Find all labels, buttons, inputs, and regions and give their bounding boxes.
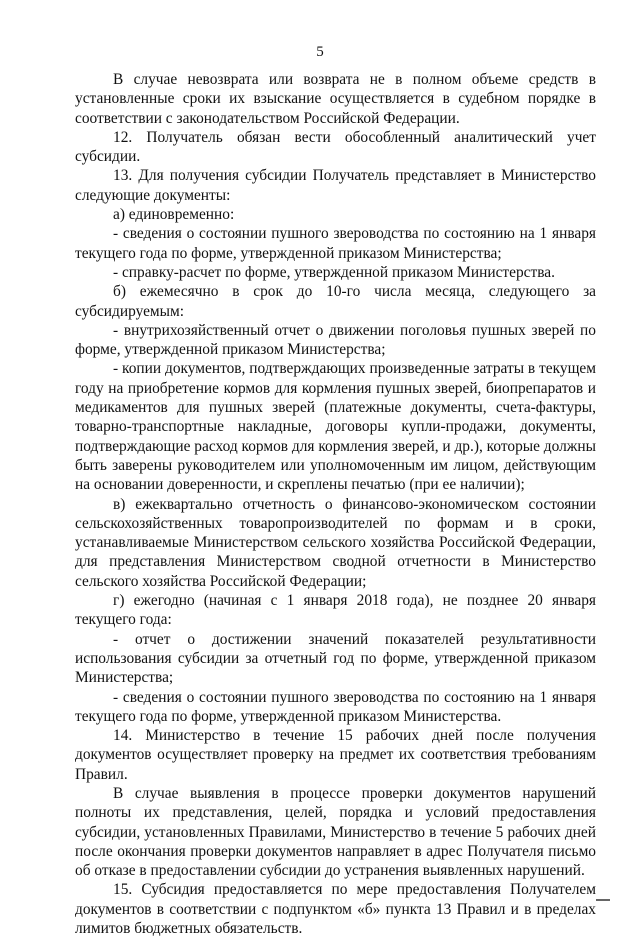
paragraph: - отчет о достижении значений показателей результативности использования субсидии за отчетный год по форме, утвержденной приказом Министерства; xyxy=(75,630,596,687)
paragraph: б) ежемесячно в срок до 10-го числа месяца, следующего за субсидируемым: xyxy=(75,283,596,320)
paragraph: 14. Министерство в течение 15 рабочих дней после получения документов осуществляет проверку на предмет их соответствия требованиям Правил. xyxy=(75,727,596,783)
scan-mark xyxy=(596,899,610,901)
paragraph: В случае невозврата или возврата не в полном объеме средств в установленные сроки их взыскание осуществляется в судебном порядке в соответствии с законодательством Российской Федерации. xyxy=(75,71,596,127)
paragraph: - сведения о состоянии пушного звероводства по состоянию на 1 января текущего года по форме, утвержденной приказом Министерства. xyxy=(75,688,596,725)
paragraph: - сведения о состоянии пушного звероводства по состоянию на 1 января текущего года по форме, утвержденной приказом Министерства; xyxy=(75,225,596,262)
document-body xyxy=(75,70,596,938)
paragraph: г) ежегодно (начиная с 1 января 2018 года), не позднее 20 января текущего года: xyxy=(75,592,596,629)
paragraph: - копии документов, подтверждающих произведенные затраты в текущем году на приобретение кормов для кормления пушных зверей, биопрепаратов и медикаментов для пушных зверей (платежные документы, счета-фактуры, товарно-транспортные накладные, договоры купли-продажи, документы, подтверждающие расход кормов для кормления зверей, и др.), которые должны быть заверены руководителем или уполномоченным им лицом, действующим на основании доверенности, и скреплены печатью (при ее наличии); xyxy=(75,360,597,494)
paragraph: 13. Для получения субсидии Получатель представляет в Министерство следующие документы: xyxy=(75,167,596,204)
paragraph: В случае выявления в процессе проверки документов нарушений полноты их представления, целей, порядка и условий предоставления субсидии, установленных Правилами, Министерство в течение 5 рабочих дней после окончания проверки документов направляет в адрес Получателя письмо об отказе в предоставлении субсидии до устранения выявленных нарушений. xyxy=(75,784,596,880)
paragraph: - справку-расчет по форме, утвержденной приказом Министерства. xyxy=(113,263,555,281)
paragraph: 15. Субсидия предоставляется по мере предоставления Получателем документов в соответствии с подпунктом «б» пункта 13 Правил и в пределах лимитов бюджетных обязательств. xyxy=(75,881,596,938)
paragraph: а) единовременно: xyxy=(113,206,235,224)
paragraph: в) ежеквартально отчетность о финансово-экономическом состоянии сельскохозяйственных товаропроизводителей по формам и в сроки, устанавливаемые Министерством сельского хозяйства Российской Федерации, для представления Министерством сводной отчетности в Министерство сельского хозяйства Российской Федерации; xyxy=(75,495,596,590)
paragraph: 12. Получатель обязан вести обособленный аналитический учет субсидии. xyxy=(75,128,596,166)
page-number: 5 xyxy=(316,44,324,60)
paragraph: - внутрихозяйственный отчет о движении поголовья пушных зверей по форме, утвержденной приказом Министерства; xyxy=(75,321,596,359)
